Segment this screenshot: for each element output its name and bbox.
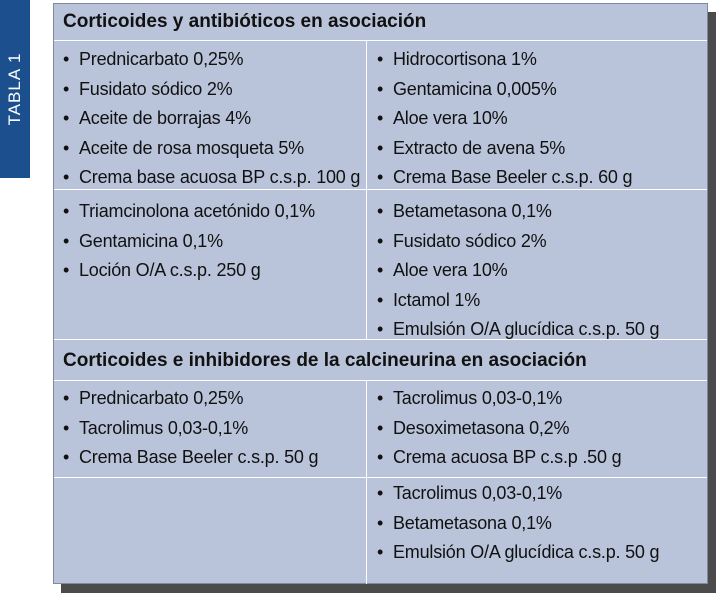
list-item: • Triamcinolona acetónido 0,1% <box>63 201 315 221</box>
list-item: • Gentamicina 0,1% <box>63 230 223 251</box>
divider <box>54 477 707 478</box>
divider <box>54 380 707 381</box>
list-item: • Aceite de rosa mosqueta 5% <box>63 137 304 158</box>
divider <box>54 40 707 41</box>
list-item: • Crema base acuosa BP c.s.p. 100 g <box>63 167 361 187</box>
formula-right-3 <box>377 384 621 473</box>
list-item: • Extracto de avena 5% <box>377 137 566 158</box>
list-item: • Hidrocortisona 1% <box>377 49 537 69</box>
section-title-calcineurin: Corticoides e inhibidores de la calcineurina en asociación <box>63 350 587 371</box>
list-item: • Loción O/A c.s.p. 250 g <box>63 260 261 280</box>
list-item: • Betametasona 0,1% <box>377 201 552 221</box>
list-item: • Crema acuosa BP c.s.p .50 g <box>377 447 622 467</box>
list-item: • Crema Base Beeler c.s.p. 60 g <box>377 167 633 187</box>
list-item: • Emulsión O/A glucídica c.s.p. 50 g <box>377 542 660 562</box>
list-item: • Ictamol 1% <box>377 289 481 310</box>
list-item: • Fusidato sódico 2% <box>63 78 233 99</box>
formula-right-4 <box>377 479 659 568</box>
list-item: • Gentamicina 0,005% <box>377 78 557 99</box>
list-item: • Aloe vera 10% <box>377 108 508 128</box>
column-divider <box>366 190 367 339</box>
list-item: • Aloe vera 10% <box>377 260 508 280</box>
column-divider <box>366 478 367 584</box>
formula-left-1 <box>63 45 360 193</box>
list-item: • Crema Base Beeler c.s.p. 50 g <box>63 447 319 467</box>
list-item: • Prednicarbato 0,25% <box>63 49 244 69</box>
formulation-table <box>53 3 708 584</box>
list-item: • Tacrolimus 0,03-0,1% <box>377 388 563 408</box>
divider <box>54 339 707 340</box>
formula-left-3 <box>63 384 318 473</box>
column-divider <box>366 41 367 189</box>
section-title-antibiotics: Corticoides y antibióticos en asociación <box>63 11 427 32</box>
list-item: • Tacrolimus 0,03-0,1% <box>377 483 563 503</box>
table-number-tab <box>0 0 30 178</box>
column-divider <box>366 381 367 477</box>
formula-left-2 <box>63 197 315 286</box>
list-item: • Prednicarbato 0,25% <box>63 388 244 408</box>
divider <box>54 189 707 190</box>
list-item: • Tacrolimus 0,03-0,1% <box>63 417 249 438</box>
list-item: • Fusidato sódico 2% <box>377 230 547 251</box>
table-number-label: TABLA 1 <box>5 52 24 126</box>
list-item: • Desoximetasona 0,2% <box>377 417 570 438</box>
list-item: • Betametasona 0,1% <box>377 512 552 533</box>
list-item: • Aceite de borrajas 4% <box>63 108 251 128</box>
list-item: • Emulsión O/A glucídica c.s.p. 50 g <box>377 319 660 339</box>
formula-right-1 <box>377 45 632 193</box>
formula-right-2 <box>377 197 659 345</box>
